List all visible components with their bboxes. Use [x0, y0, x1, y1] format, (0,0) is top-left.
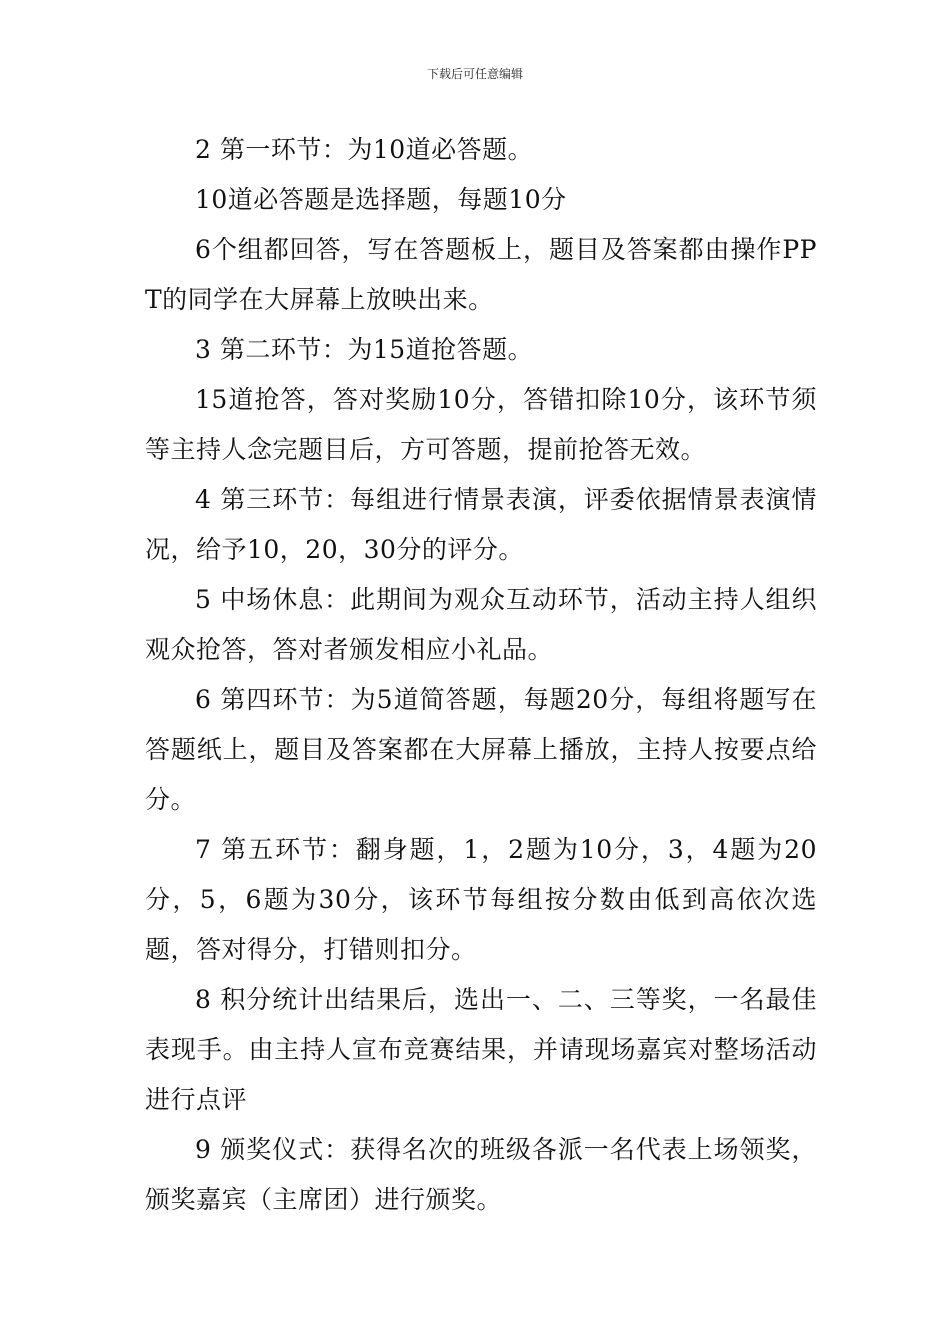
paragraph-round-1-answer: 6个组都回答，写在答题板上，题目及答案都由操作PPT的同学在大屏幕上放映出来。 [145, 235, 817, 314]
paragraph-round-1: 2 第一环节：为10道必答题。 [195, 135, 534, 164]
page-header: 下载后可任意编辑 [426, 67, 523, 81]
paragraph-round-1-detail: 10道必答题是选择题，每题10分 [195, 185, 567, 214]
paragraph-intermission: 5 中场休息：此期间为观众互动环节，活动主持人组织观众抢答，答对者颁发相应小礼品。 [145, 585, 817, 664]
paragraph-awards: 9 颁奖仪式：获得名次的班级各派一名代表上场领奖，颁奖嘉宾（主席团）进行颁奖。 [145, 1135, 817, 1214]
document-body [145, 125, 817, 1225]
paragraph-round-3: 4 第三环节：每组进行情景表演，评委依据情景表演情况，给予10，20，30分的评分。 [145, 485, 817, 564]
paragraph-round-5: 7 第五环节：翻身题，1，2题为10分，3，4题为20分，5，6题为30分，该环节每组按分数由低到高依次选题，答对得分，打错则扣分。 [145, 835, 817, 964]
paragraph-round-2-detail: 15道抢答，答对奖励10分，答错扣除10分，该环节须等主持人念完题目后，方可答题，提前抢答无效。 [145, 385, 817, 464]
paragraph-round-4: 6 第四环节：为5道简答题，每题20分，每组将题写在答题纸上，题目及答案都在大屏幕上播放，主持人按要点给分。 [145, 685, 817, 814]
paragraph-round-2: 3 第二环节：为15道抢答题。 [195, 335, 534, 364]
paragraph-scoring: 8 积分统计出结果后，选出一、二、三等奖，一名最佳表现手。由主持人宣布竞赛结果，并请现场嘉宾对整场活动进行点评 [145, 985, 817, 1114]
